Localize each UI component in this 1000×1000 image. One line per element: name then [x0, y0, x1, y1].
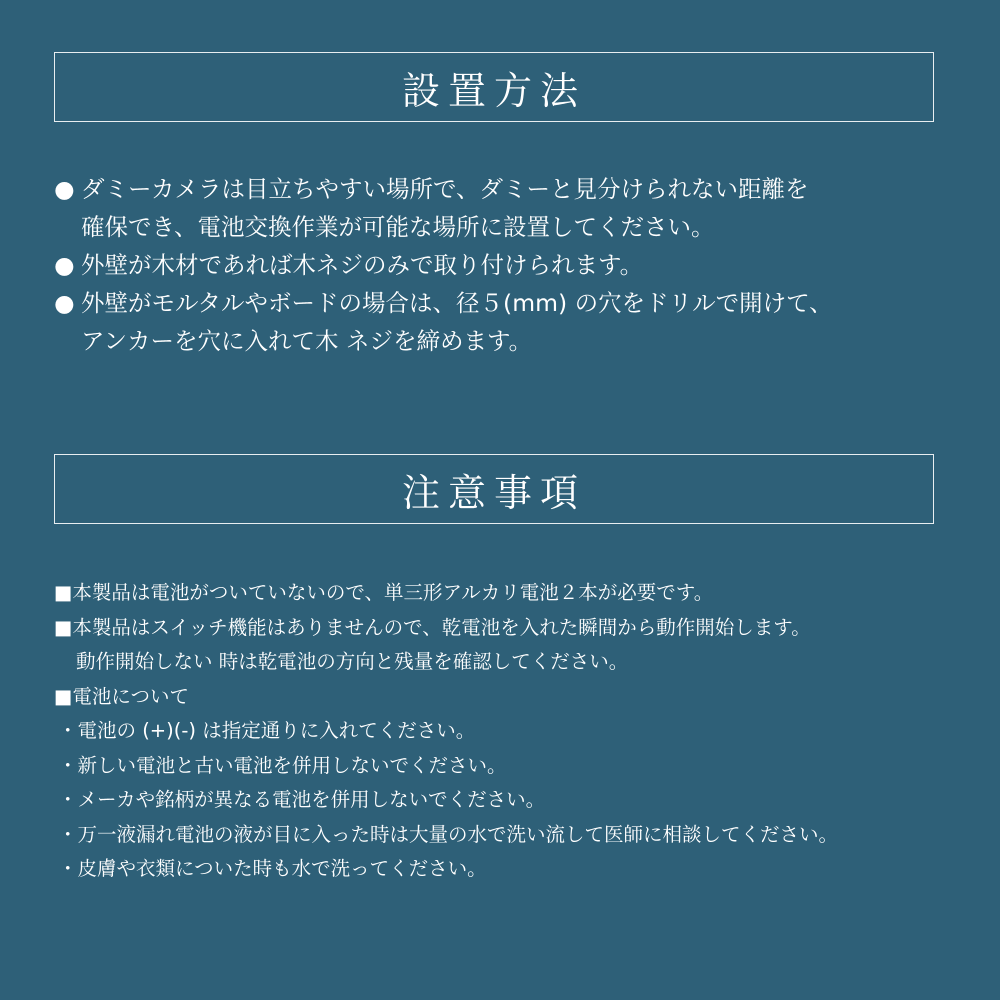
bullet-circle: ●	[54, 289, 75, 317]
caution-notes	[54, 576, 974, 887]
caution-line: ・メーカや銘柄が異なる電池を併用しないでください。	[58, 788, 546, 811]
caution-heading-box	[54, 454, 934, 524]
caution-line: ・皮膚や衣類についた時も水で洗ってください。	[58, 857, 487, 880]
install-item	[54, 246, 954, 284]
caution-heading: 注意事項	[401, 470, 586, 515]
install-line: 外壁がモルタルやボードの場合は、径５(mm) の穴をドリルで開けて、	[81, 289, 833, 317]
caution-line: ■本製品はスイッチ機能はありませんので、乾電池を入れた瞬間から動作開始します。	[54, 615, 811, 639]
install-line: 外壁が木材であれば木ネジのみで取り付けられます。	[81, 251, 644, 279]
install-item	[54, 170, 954, 246]
install-heading-box	[54, 52, 934, 122]
caution-line: ・万一液漏れ電池の液が目に入った時は大量の水で洗い流して医師に相談してください。	[58, 822, 839, 846]
bullet-circle: ●	[54, 251, 75, 279]
install-item	[54, 284, 954, 360]
bullet-circle: ●	[54, 175, 75, 203]
install-line: ダミーカメラは目立ちやすい場所で、ダミーと見分けられない距離を	[81, 175, 809, 203]
install-instructions	[54, 170, 954, 360]
caution-line: ・新しい電池と古い電池を併用しないでください。	[58, 753, 507, 777]
install-heading: 設置方法	[401, 68, 586, 113]
caution-line: ・電池の (+)(-) は指定通りに入れてください。	[58, 719, 476, 742]
caution-line: ■電池について	[54, 684, 190, 708]
caution-line: ■本製品は電池がついていないので、単三形アルカリ電池２本が必要です。	[54, 581, 714, 604]
install-line: アンカーを穴に入れて木 ネジを締めます。	[81, 327, 533, 355]
install-line: 確保でき、電池交換作業が可能な場所に設置してください。	[81, 213, 715, 241]
caution-line: 動作開始しない 時は乾電池の方向と残量を確認してください。	[76, 650, 629, 673]
